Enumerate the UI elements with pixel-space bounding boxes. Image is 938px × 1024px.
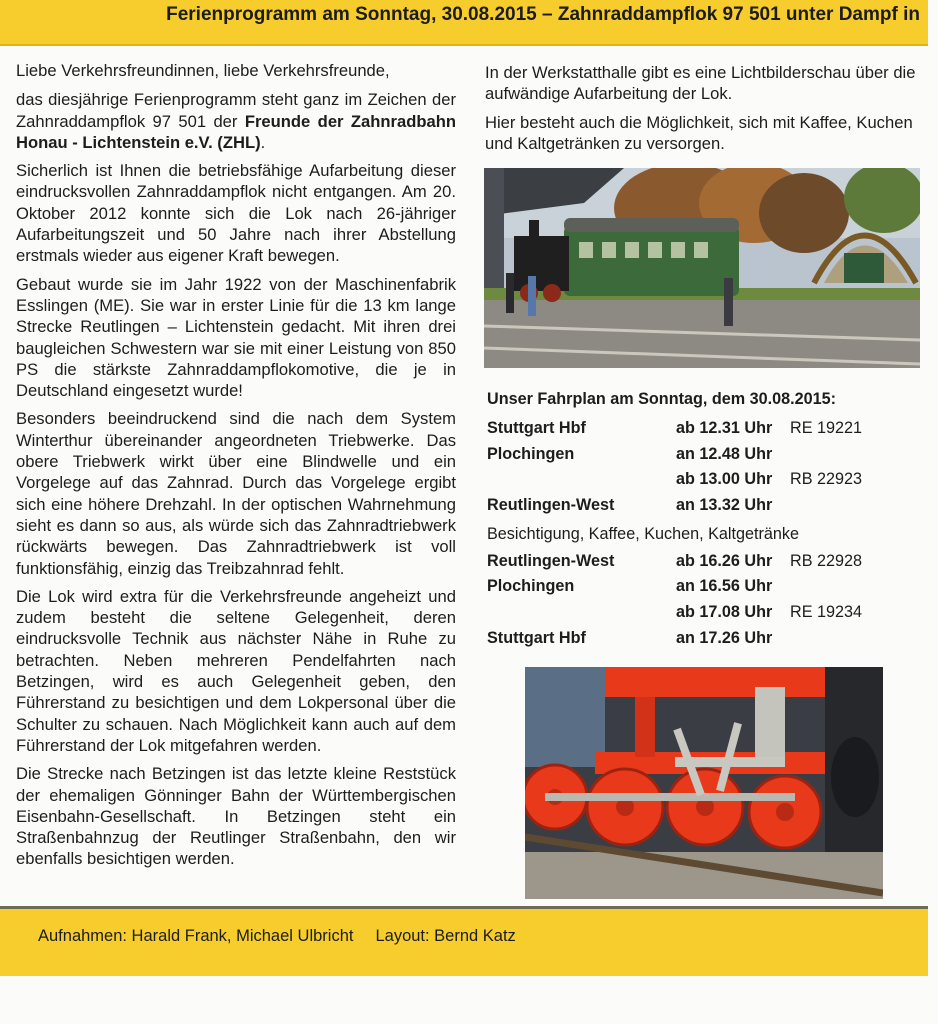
station: Stuttgart Hbf: [487, 419, 586, 437]
history-paragraph: Gebaut wurde sie im Jahr 1922 von der Maschinenfabrik Esslingen (ME). Sie war in erster Linie für die 13 km lange Strecke Reutlingen – Lichtenstein gedacht. Mit ihren drei baugleichen Schwestern war sie mit einer Leistung von 850 PS die stärkste Zahnraddampflokomotive, die je in Deutschland eingesetzt wurde!: [16, 274, 456, 401]
refreshments-paragraph: Hier besteht auch die Möglichkeit, sich mit Kaffee, Kuchen und Kaltgetränken zu versorgen.: [485, 112, 913, 153]
train-number: RE 19234: [790, 603, 862, 622]
timetable-row: [487, 577, 917, 603]
station: Stuttgart Hbf: [487, 628, 586, 647]
arrival-time: an 17.26 Uhr: [676, 628, 773, 647]
intro-text: das diesjährige Ferienprogramm steht ganz im Zeichen der Zahnraddampflok 97 501 der: [16, 90, 456, 131]
arrival-time: an 12.48 Uhr: [676, 444, 773, 463]
slideshow-paragraph: In der Werkstatthalle gibt es eine Lichtbilderschau über die aufwändige Aufarbeitung der Lok.: [485, 63, 916, 104]
station: Reutlingen-West: [487, 551, 615, 570]
station: Reutlingen-West: [487, 496, 615, 515]
timetable-row: [487, 603, 917, 629]
departure-time: ab 13.00 Uhr: [676, 470, 773, 489]
timetable-heading: Unser Fahrplan am Sonntag, dem 30.08.2015:: [487, 390, 837, 408]
station: Plochingen: [487, 444, 575, 463]
station: Plochingen: [487, 577, 575, 596]
photo-credit: Aufnahmen: Harald Frank, Michael Ulbricht: [38, 927, 354, 945]
timetable: [487, 390, 917, 655]
footer-band: [0, 906, 928, 976]
intro-paragraph: [16, 89, 456, 153]
restoration-paragraph: Sicherlich ist Ihnen die betriebsfähige Aufarbeitung dieser eindrucksvollen Zahnraddampflok nicht entgangen. Am 20. Oktober 2012 konnte sich die Lok nach 26-jähriger Aufarbeitungszeit und 50 Jahre nach ihrer Abstellung erstmals wieder aus eigener Kraft bewegen.: [16, 161, 456, 266]
timetable-row: [487, 552, 917, 578]
train-number: RB 22928: [790, 551, 862, 570]
page-title: Ferienprogramm am Sonntag, 30.08.2015 – Zahnraddampflok 97 501 unter Dampf in: [166, 4, 920, 25]
train-number: RB 22923: [790, 470, 862, 489]
timetable-row: [487, 419, 917, 445]
departure-time: ab 12.31 Uhr: [676, 419, 773, 437]
layout-credit: Layout: Bernd Katz: [375, 927, 516, 945]
timetable-row: [487, 496, 917, 522]
greeting: Liebe Verkehrsfreundinnen, liebe Verkehrsfreunde,: [16, 61, 390, 80]
intro-end: .: [260, 132, 266, 152]
timetable-row: [487, 470, 917, 496]
arrival-time: an 13.32 Uhr: [676, 496, 773, 515]
credits: [38, 927, 516, 946]
header-band: [0, 0, 928, 46]
technology-paragraph: Besonders beeindruckend sind die nach dem System Winterthur übereinander angeordneten Triebwerke. Das obere Triebwerk wirkt über eine Blindwelle und ein Vorgelege auf das Zahnrad. Durch das Vorgelege ergibt sich eine höhere Drehzahl. In der optischen Wahrnehmung sieht es dann so aus, als würde sich das Zahnradtriebwerk rückwärts bewegen. Das Zahnradtriebwerk ist voll funktionsfähig, einzig das Treibzahnrad fehlt.: [16, 409, 456, 578]
program-note: Besichtigung, Kaffee, Kuchen, Kaltgetränke: [487, 524, 799, 543]
departure-time: ab 16.26 Uhr: [676, 551, 773, 570]
timetable-row: [487, 445, 917, 471]
arrival-time: an 16.56 Uhr: [676, 577, 773, 596]
club-name: Freunde der Zahnradbahn Honau - Lichtenstein e.V. (ZHL): [16, 111, 456, 152]
route-paragraph: Die Strecke nach Betzingen ist das letzte kleine Reststück der ehemaligen Gönninger Bahn der Württembergischen Eisenbahn-Gesellschaft. In Betzingen steht ein Straßenbahnzug der Reutlinger Straßenbahn, den wir ebenfalls besichtigen werden.: [16, 764, 456, 869]
right-column: [485, 62, 925, 161]
left-column: [16, 60, 456, 877]
timetable-row: [487, 629, 917, 655]
train-number: RE 19221: [790, 419, 862, 437]
visit-paragraph: Die Lok wird extra für die Verkehrsfreunde angeheizt und zudem besteht die seltene Gelegenheit, deren eindrucksvolle Technik aus nächster Nähe in Ruhe zu betrachten. Neben mehreren Pendelfahrten nach Betzingen, wird es auch Gelegenheit geben, den Führerstand zu besichtigen und dem Lokpersonal über die Schulter zu schauen. Nach Möglichkeit kann auch auf dem Führerstand der Lok mitgefahren werden.: [16, 586, 456, 755]
running-gear-photo: [525, 667, 883, 899]
depot-photo: [484, 168, 920, 368]
departure-time: ab 17.08 Uhr: [676, 603, 773, 622]
